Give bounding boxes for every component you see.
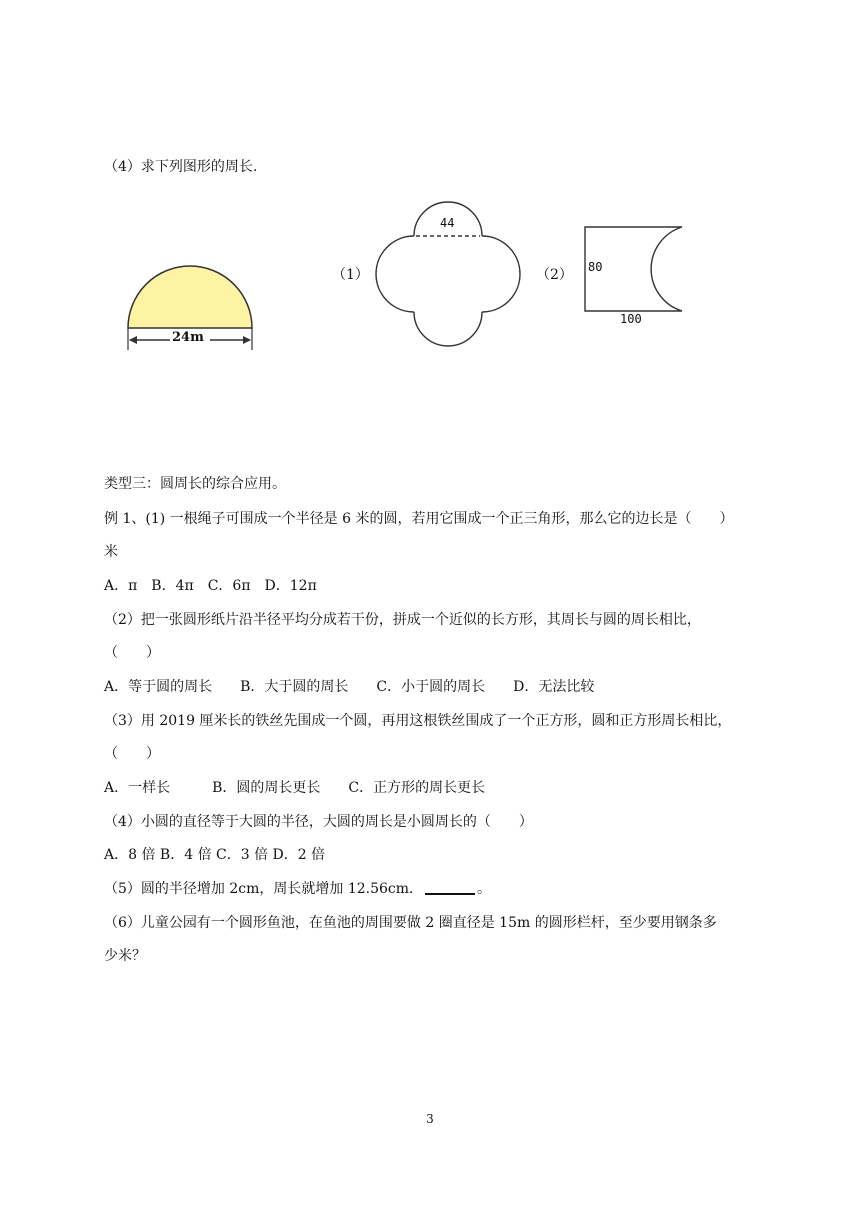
q5-end: 。 [477,881,492,897]
quatrefoil-diameter-label: 44 [440,216,455,230]
example1-q1-line1: 例 1、(1) 一根绳子可围成一个半径是 6 米的圆，若用它围成一个正三角形，那么它的边长是（ ） [104,511,734,527]
page-number: 3 [426,1112,434,1126]
quatrefoil-figure [370,194,526,354]
q6-line1: （6）儿童公园有一个圆形鱼池，在鱼池的周围要做 2 圈直径是 15m 的圆形栏杆，至少要用钢条多 [104,915,717,931]
semicircle-figure [122,258,258,350]
rectangle-height-label: 80 [588,260,603,274]
q2-line1: （2）把一张圆形纸片沿半径平均分成若干份，拼成一个近似的长方形，其周长与圆的周长相比， [104,612,701,628]
q5-text: （5）圆的半径增加 2cm，周长就增加 12.56cm． [104,881,424,897]
q3-options: A．一样长 B．圆的周长更长 C．正方形的周长更长 [104,780,486,796]
q3-line2: （ ） [104,746,160,762]
q5-line [104,879,491,899]
section4-heading: （4）求下列图形的周长. [104,159,258,175]
q2-line2: （ ） [104,645,160,661]
rectangle-width-label: 100 [620,312,642,326]
example1-q1-options: A．π B．4π C．6π D．12π [104,578,317,594]
q5-answer-blank[interactable] [425,893,475,895]
cut-rectangle-figure [582,224,692,332]
semicircle-diameter-label: 24m [172,330,204,345]
q2-options: A．等于圆的周长 B．大于圆的周长 C．小于圆的周长 D．无法比较 [104,679,595,695]
example1-q1-line2: 米 [104,544,118,560]
type-three-title: 类型三：圆周长的综合应用。 [104,476,286,492]
figure2-index: （2） [536,267,573,283]
q3-line1: （3）用 2019 厘米长的铁丝先围成一个圆，再用这根铁丝围成了一个正方形，圆和正方形周长相比， [104,713,732,729]
figure1-index: （1） [332,267,369,283]
q4-options: A．8 倍 B．4 倍 C．3 倍 D．2 倍 [104,847,326,863]
q6-line2: 少米？ [104,948,146,964]
q4-line: （4）小圆的直径等于大圆的半径，大圆的周长是小圆周长的（ ） [104,814,533,830]
